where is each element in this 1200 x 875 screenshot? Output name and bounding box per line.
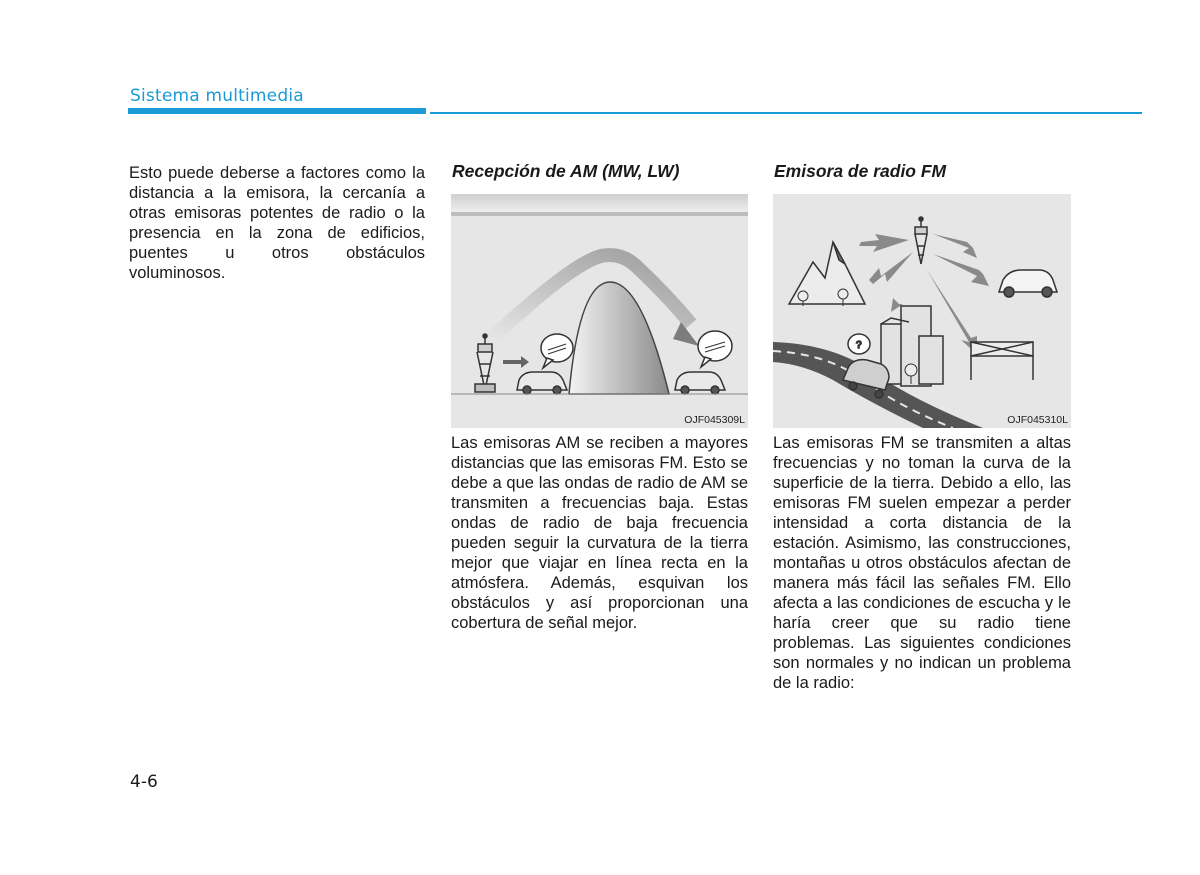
am-heading: Recepción de AM (MW, LW) [452, 161, 680, 181]
music-bubble-left-icon [541, 334, 573, 368]
svg-text:?: ? [856, 340, 862, 351]
fm-tower-icon [915, 217, 927, 264]
figure-code: OJF045310L [1007, 414, 1068, 426]
fm-station-illustration [773, 194, 1071, 428]
mountain-icon [569, 282, 669, 394]
fm-heading: Emisora de radio FM [774, 161, 947, 181]
sky-layer [451, 194, 748, 212]
am-paragraph: Las emisoras AM se reciben a mayores distancias que las emisoras FM. Esto se debe a que las ondas de radio de AM se transmiten a frecuencias baja. Estas ondas de radio de baja frecuencia pueden seguir la curvatura de la tierra mejor que viajar en línea recta en la atmósfera. Además, esquivan los obstáculos y así proporcionan una cobertura de señal mejor. [451, 434, 748, 632]
bridge-icon [971, 342, 1033, 380]
header-rule-thick [128, 108, 426, 114]
fm-paragraph: Las emisoras FM se transmiten a altas frecuencias y no toman la curva de la superficie de la tierra. Debido a ello, las emisoras FM suelen empezar a perder intensidad a corta distancia de la estación. Asimismo, las construcciones, montañas u otros obstáculos afectan de manera más fácil las señales FM. Ello afecta a las condiciones de escucha y le haría creer que su radio tiene problemas. Las siguientes condiciones son normales y no indican un problema de la radio: [773, 434, 1071, 692]
music-bubble-right-icon [698, 331, 732, 367]
signal-arrow-icon [503, 356, 529, 368]
page-number: 4-6 [130, 772, 158, 792]
figure-code: OJF045309L [684, 414, 745, 426]
header-rule-thin [430, 112, 1142, 114]
car-icon [999, 270, 1057, 297]
car-left-icon [517, 372, 567, 394]
intro-paragraph: Esto puede deberse a factores como la distancia a la emisora, la cercanía a otras emisoras potentes de radio o la presencia en la zona de edificios, puentes u otros obstáculos voluminosos. [129, 164, 425, 282]
section-title: Sistema multimedia [130, 86, 304, 106]
am-reception-illustration [451, 194, 748, 428]
radio-tower-icon [475, 334, 495, 392]
car-right-icon [675, 372, 725, 394]
